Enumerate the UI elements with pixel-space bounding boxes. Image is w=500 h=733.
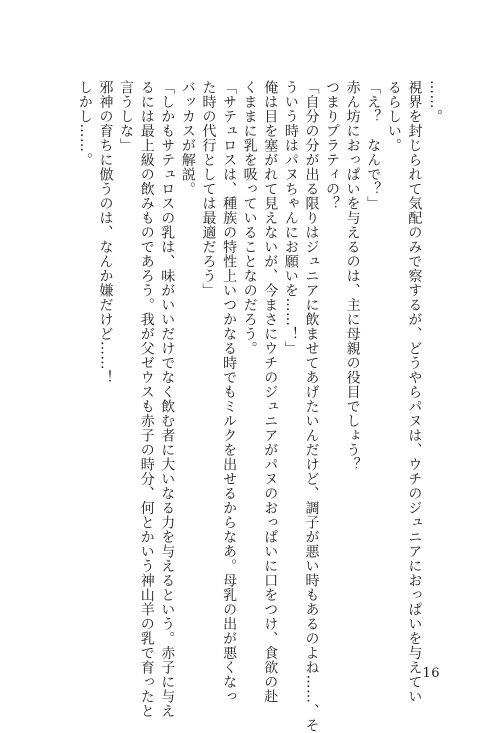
text-line: つまりプラティの？ (324, 80, 341, 211)
text-line: 俺は目を塞がれて見えないが、今まさにウチのジュニアがパヌのおっぱいに口をつけ、食欲の赴 (262, 80, 279, 704)
text-line: バッカスが解説。 (179, 80, 196, 196)
text-line: た時の代行としては最適だろう」 (200, 80, 217, 298)
text-line: ……。 (427, 80, 443, 124)
text-line: 「え？ なんで？」 (365, 80, 382, 211)
text-line: 赤ん坊におっぱいを与えるのは、主に母親の役目でしょう？ (344, 80, 361, 472)
text-line: くままに乳を吸っていることなのだろう。 (241, 80, 258, 356)
text-line: しかし……。 (76, 80, 93, 167)
text-line: 視界を封じられて気配のみで察するが、どうやらパヌは、ウチのジュニアにおっぱいを与えてい (406, 80, 423, 704)
text-line: 「サテュロスは、種族の特性上いつかなる時でもミルクを出せるからなあ。母乳の出が悪くなっ (221, 80, 238, 704)
page-number: 16 (422, 666, 440, 681)
text-line: るには最上級の飲みものであろう。我が父ゼウスも赤子の時分、何とかいう神山羊の乳で育ったと (138, 80, 155, 718)
text-line: ういう時はパヌちゃんにお願いを……！」 (282, 80, 299, 356)
text-line: 邪神の育ちに倣うのは、なんか嫌だけど……！ (97, 80, 114, 385)
text-line: 「しかもサテュロスの乳は、味がいいだけでなく飲む者に大いなる力を与えるという。赤子に与え (159, 80, 176, 718)
text-line: 「自分の分が出る限りはジュニアに飲ませてあげたいんだけど、調子が悪い時もあるのよね……、そ (303, 80, 320, 733)
text-line: るらしい。 (385, 80, 402, 153)
text-line: 言うしな」 (118, 80, 135, 153)
